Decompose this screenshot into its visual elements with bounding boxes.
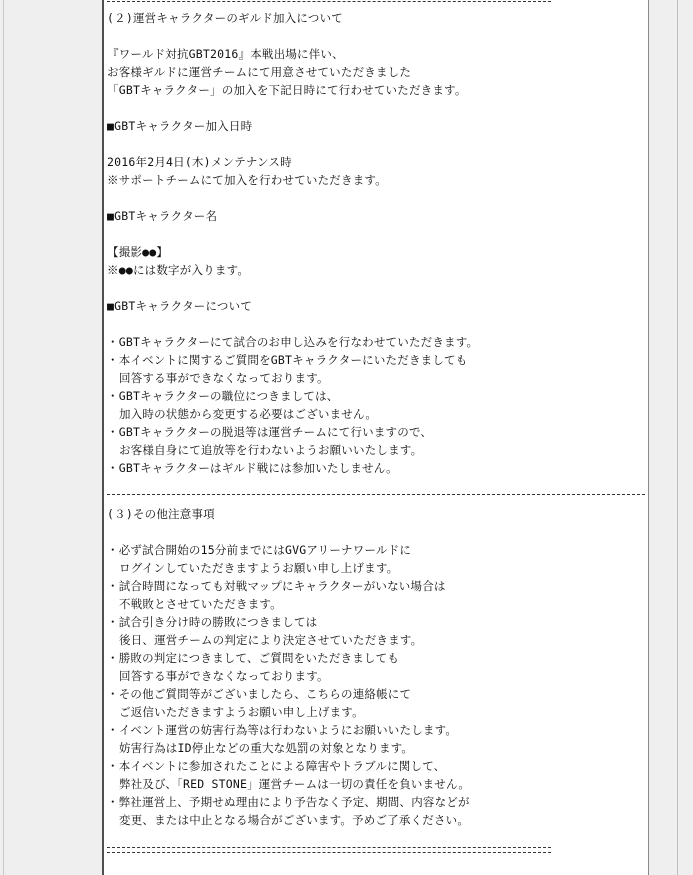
gutter-edge [3, 0, 4, 875]
notice-bullet: ・その他ご質問等がございましたら、こちらの連絡帳にて [107, 687, 412, 701]
section3-heading: (３)その他注意事項 [107, 507, 215, 521]
notice-bullet-cont: 後日、運営チームの判定により決定させていただきます。 [119, 633, 423, 647]
gutter-edge [677, 0, 678, 875]
notice-bullet-cont: 変更、または中止となる場合がございます。予めご了承ください。 [119, 813, 470, 827]
section2-heading: (２)運営キャラクターのギルド加入について [107, 11, 343, 25]
divider-double [107, 847, 551, 853]
datetime-line: ※サポートチームにて加入を行わせていただきます。 [107, 173, 387, 187]
notice-bullet: ・イベント運営の妨害行為等は行わないようにお願いいたします。 [107, 723, 458, 737]
about-bullet-cont: 回答する事ができなくなっております。 [119, 371, 329, 385]
about-bullet: ・本イベントに関するご質問をGBTキャラクターにいただきましても [107, 353, 468, 367]
notice-bullet-cont: 不戦敗とさせていただきます。 [119, 597, 282, 611]
section2-intro-line: お客様ギルドに運営チームにて用意させていただきました [107, 65, 412, 79]
about-bullet: ・GBTキャラクターの脱退等は運営チームにて行いますので、 [107, 425, 433, 439]
about-bullet: ・GBTキャラクターの職位につきましては、 [107, 389, 339, 403]
about-bullet-cont: お客様自身にて追放等を行わないようお願いいたします。 [119, 443, 423, 457]
about-bullet: ・GBTキャラクターはギルド戦には参加いたしません。 [107, 461, 398, 475]
about-bullet-cont: 加入時の状態から変更する必要はございません。 [119, 407, 378, 421]
notice-bullet: ・弊社運営上、予期せぬ理由により予告なく予定、期間、内容などが [107, 795, 470, 809]
name-line: 【撮影●●】 [107, 245, 169, 259]
notice-bullet-cont: ご返信いただきますようお願い申し上げます。 [119, 705, 364, 719]
divider-dashed [107, 1, 551, 3]
about-heading: ■GBTキャラクターについて [107, 299, 253, 313]
name-line: ※●●には数字が入ります。 [107, 263, 250, 277]
about-bullet: ・GBTキャラクターにて試合のお申し込みを行なわせていただきます。 [107, 335, 479, 349]
notice-bullet-cont: 回答する事ができなくなっております。 [119, 669, 329, 683]
notice-bullet: ・本イベントに参加されたことによる障害やトラブルに関して、 [107, 759, 446, 773]
notice-bullet: ・勝敗の判定につきまして、ご質問をいただきましても [107, 651, 400, 665]
datetime-heading: ■GBTキャラクター加入日時 [107, 119, 253, 133]
left-gutter [0, 0, 104, 875]
datetime-line: 2016年2月4日(木)メンテナンス時 [107, 155, 292, 169]
notice-bullet-cont: 弊社及び、「RED STONE」運営チームは一切の責任を負いません。 [119, 777, 471, 791]
notice-body [107, 9, 645, 853]
notice-bullet: ・試合時間になっても対戦マップにキャラクターがいない場合は [107, 579, 446, 593]
section2-intro-line: 『ワールド対抗GBT2016』本戦出場に伴い、 [107, 47, 344, 61]
notice-bullet: ・必ず試合開始の15分前までにはGVGアリーナワールドに [107, 543, 412, 557]
section2-intro-line: 「GBTキャラクター」の加入を下記日時にて行わせていただきます。 [107, 83, 467, 97]
notice-bullet-cont: ログインしていただきますようお願い申し上げます。 [119, 561, 399, 575]
divider-dashed [107, 494, 645, 496]
notice-bullet-cont: 妨害行為はID停止などの重大な処罰の対象となります。 [119, 741, 414, 755]
right-gutter [648, 0, 693, 875]
notice-bullet: ・試合引き分け時の勝敗につきましては [107, 615, 318, 629]
name-heading: ■GBTキャラクター名 [107, 209, 218, 223]
